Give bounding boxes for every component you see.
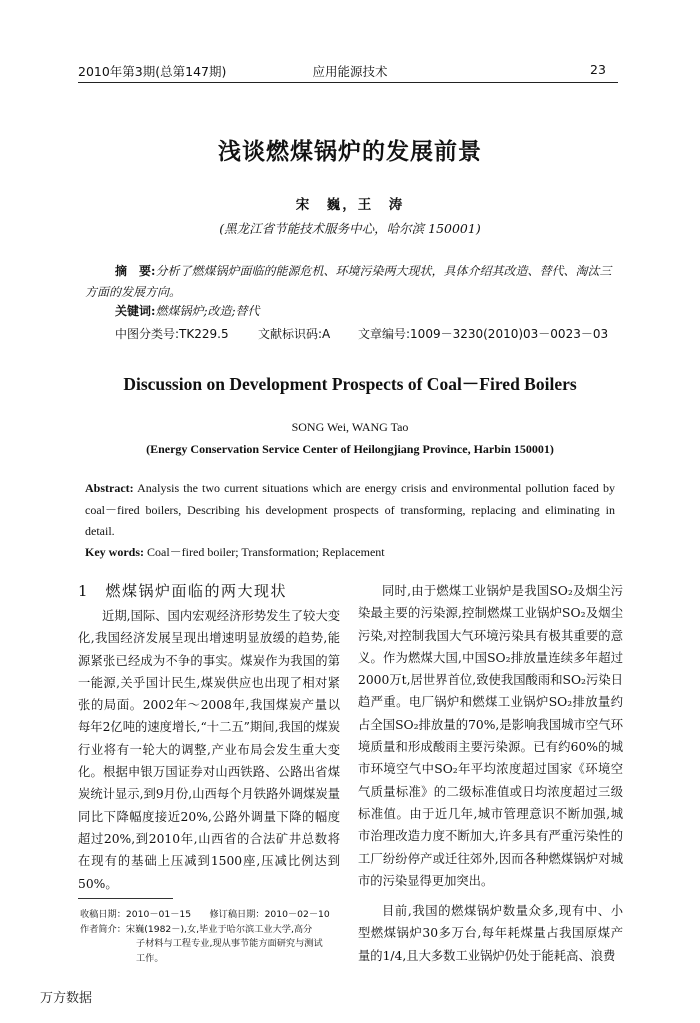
authors-cn: 宋 巍，王 涛 (295, 197, 405, 213)
running-header-journal: 应用能源技术 (312, 64, 388, 79)
abstract-en-text: Analysis the two current situations which are energy crisis and environmental pollution faced by coal－fired boilers, Describing his development prospects of transforming, replacing and eliminating in detail. (85, 481, 616, 538)
running-header-issue: 2010年第3期(总第147期) (78, 64, 227, 79)
watermark-text: 万方数据 (40, 991, 93, 1006)
body-paragraph-left: 近期,国际、国内宏观经济形势发生了较大变化,我国经济发展呈现出增速明显放缓的趋势,能源紧张已经成为不争的事实。煤炭作为我国的第一能源,关乎国计民生,煤炭供应也出现了相对紧张的局面。2002年～2008年,我国煤炭产量以每年2亿吨的速度增长,“十二五”期间,我国的煤炭行业将有一轮大的调整,产业布局会发生重大变化。根据申银万国证券对山西铁路、公路出省煤炭统计显示,到9月份,山西每个月铁路外调煤炭量同比下降幅度接近20%,公路外调量下降的幅度超过20%,到2010年,山西省的合法矿井总数将在现有的基础上压减到1500座,压减比例达到50%。 (78, 609, 340, 891)
keywords-en-label: Key words: (85, 545, 144, 559)
keywords-cn (115, 302, 260, 319)
affiliation-en: (Energy Conservation Service Center of Heilongjiang Province, Harbin 150001) (146, 442, 554, 456)
body-paragraph-right-2: 目前,我国的燃煤锅炉数量众多,现有中、小型燃煤锅炉30多万台,每年耗煤量占我国原煤产量的1/4,且大多数工业锅炉仍处于能耗高、浪费 (358, 904, 623, 963)
abstract-cn-text: 分析了燃煤锅炉面临的能源危机、环境污染两大现状，具体介绍其改造、替代、淘汰三方面的发展方向。 (85, 264, 612, 299)
keywords-cn-text: 燃煤锅炉;改造;替代 (155, 304, 260, 318)
keywords-en-text: Coal－fired boiler; Transformation; Replacement (147, 545, 385, 559)
abstract-en-label: Abstract: (85, 481, 134, 495)
clc-number: 中图分类号:TK229.5 (115, 327, 229, 341)
footnote-author-2: 子材料与工程专业,现从事节能方面研究与测试 (136, 938, 323, 949)
paper-title-en: Discussion on Development Prospects of Coal－Fired Boilers (123, 374, 577, 394)
abstract-en (85, 478, 615, 543)
keywords-cn-label: 关键词: (115, 304, 156, 318)
authors-en: SONG Wei, WANG Tao (291, 420, 409, 434)
section-heading-1: 1 燃煤锅炉面临的两大现状 (78, 582, 288, 600)
abstract-cn-label: 摘 要: (115, 264, 156, 278)
document-code: 文献标识码:A (258, 327, 331, 341)
footnote-rule (78, 898, 173, 899)
footnote-author-1: 作者简介：宋巍(1982－),女,毕业于哈尔滨工业大学,高分 (80, 923, 313, 935)
article-number: 文章编号:1009－3230(2010)03－0023－03 (358, 327, 609, 341)
abstract-cn (85, 261, 615, 302)
paper-title-cn: 浅谈燃煤锅炉的发展前景 (218, 138, 482, 165)
page-number: 23 (590, 62, 606, 77)
footnote-received: 收稿日期：2010－01－15 修订稿日期：2010－02－10 (80, 909, 330, 920)
header-rule (78, 82, 618, 83)
footnote (80, 908, 342, 966)
affiliation-cn: (黑龙江省节能技术服务中心，哈尔滨 150001) (219, 221, 481, 236)
keywords-en (85, 543, 615, 560)
footnote-author-3: 工作。 (136, 952, 164, 964)
body-paragraph-right-1: 同时,由于燃煤工业锅炉是我国SO₂及烟尘污染最主要的污染源,控制燃煤工业锅炉SO₂及烟尘污染,对控制我国大气环境污染具有极其重要的意义。作为燃煤大国,中国SO₂排放量连续多年超过2000万t,居世界首位,致使我国酸雨和SO₂污染日趋严重。电厂锅炉和燃煤工业锅炉SO₂排放量约占全国SO₂排放量的70%,是影响我国城市空气环境质量和形成酸雨主要污染源。已有约60%的城市环境空气中SO₂年平均浓度超过国家《环境空气质量标准》的二级标准值或日均浓度超过三级标准值。由于近几年,城市管理意识不断加强,城市治理改造力度不断加大,许多具有严重污染性的工厂纷纷停产或迁往郊外,因而各种燃煤锅炉对城市的污染显得更加突出。 (358, 584, 623, 888)
